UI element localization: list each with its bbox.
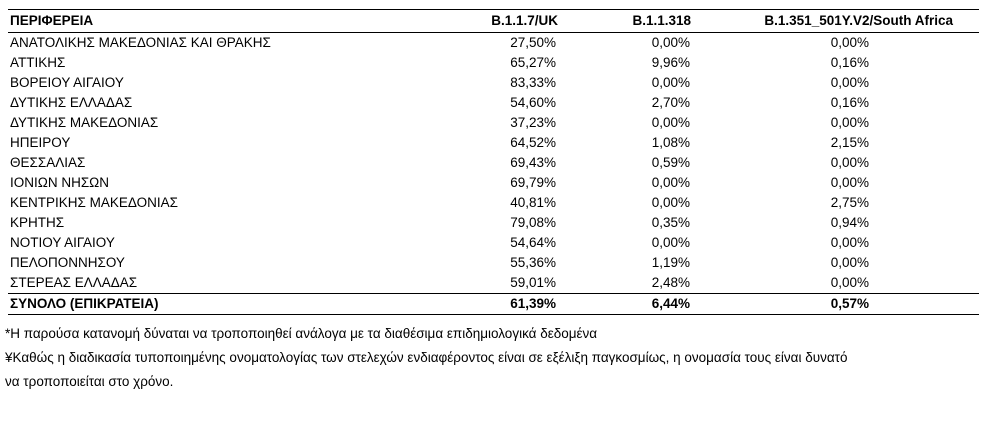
- total-label: ΣΥΝΟΛΟ (ΕΠΙΚΡΑΤΕΙΑ): [10, 296, 159, 311]
- sa-value-cell: 0,00%: [830, 255, 869, 270]
- region-cell: ΗΠΕΙΡΟΥ: [10, 135, 71, 150]
- uk-value-cell: 79,08%: [510, 215, 556, 230]
- table-row: [8, 253, 979, 273]
- region-cell: ΚΕΝΤΡΙΚΗΣ ΜΑΚΕΔΟΝΙΑΣ: [10, 195, 178, 210]
- region-cell: ΠΕΛΟΠΟΝΝΗΣΟΥ: [10, 255, 125, 270]
- sa-value-cell: 0,00%: [830, 155, 869, 170]
- header-b1-1-318-variant: B.1.1.318: [632, 13, 691, 28]
- uk-value-cell: 69,43%: [510, 155, 556, 170]
- region-cell: ΔΥΤΙΚΗΣ ΜΑΚΕΔΟΝΙΑΣ: [10, 115, 159, 130]
- b318-value-cell: 0,00%: [651, 175, 690, 190]
- region-cell: ΝΟΤΙΟΥ ΑΙΓΑΙΟΥ: [10, 235, 115, 250]
- sa-value-cell: 0,00%: [830, 115, 869, 130]
- total-sa-value: 0,57%: [830, 296, 869, 311]
- b318-value-cell: 0,00%: [651, 195, 690, 210]
- region-cell: ΒΟΡΕΙΟΥ ΑΙΓΑΙΟΥ: [10, 75, 124, 90]
- footnote-distribution: *Η παρούσα κατανομή δύναται να τροποποιηθεί ανάλογα με τα διαθέσιμα επιδημιολογικά δεδομένα: [5, 326, 598, 341]
- table-row: [8, 173, 979, 193]
- b318-value-cell: 1,19%: [651, 255, 690, 270]
- uk-value-cell: 54,60%: [510, 95, 556, 110]
- footnotes: [5, 322, 995, 394]
- table-row: [8, 233, 979, 253]
- sa-value-cell: 0,00%: [830, 75, 869, 90]
- table-body: [8, 33, 979, 294]
- variant-distribution-table: [8, 9, 979, 315]
- total-row: [8, 294, 979, 315]
- table-row: [8, 133, 979, 153]
- sa-value-cell: 2,75%: [830, 195, 869, 210]
- b318-value-cell: 9,96%: [651, 55, 690, 70]
- variant-distribution-table-container: [8, 9, 979, 315]
- region-cell: ΚΡΗΤΗΣ: [10, 215, 65, 230]
- table-row: [8, 113, 979, 133]
- uk-value-cell: 65,27%: [510, 55, 556, 70]
- header-south-africa-variant: B.1.351_501Y.V2/South Africa: [764, 13, 953, 28]
- b318-value-cell: 0,00%: [651, 35, 690, 50]
- sa-value-cell: 0,16%: [830, 55, 869, 70]
- table-header-row: [8, 10, 979, 33]
- b318-value-cell: 0,00%: [651, 115, 690, 130]
- table-row: [8, 273, 979, 294]
- sa-value-cell: 0,00%: [830, 175, 869, 190]
- footnote-nomenclature-continued: να τροποποιείται στο χρόνο.: [5, 374, 174, 389]
- uk-value-cell: 40,81%: [510, 195, 556, 210]
- table-row: [8, 53, 979, 73]
- region-cell: ΣΤΕΡΕΑΣ ΕΛΛΑΔΑΣ: [10, 275, 138, 290]
- table-row: [8, 73, 979, 93]
- uk-value-cell: 69,79%: [510, 175, 556, 190]
- sa-value-cell: 2,15%: [830, 135, 869, 150]
- header-uk-variant: B.1.1.7/UK: [491, 13, 558, 28]
- b318-value-cell: 2,48%: [651, 275, 690, 290]
- b318-value-cell: 1,08%: [651, 135, 690, 150]
- sa-value-cell: 0,16%: [830, 95, 869, 110]
- header-region: ΠΕΡΙΦΕΡΕΙΑ: [10, 13, 94, 28]
- region-cell: ΙΟΝΙΩΝ ΝΗΣΩΝ: [10, 175, 110, 190]
- total-uk-value: 61,39%: [510, 296, 556, 311]
- region-cell: ΔΥΤΙΚΗΣ ΕΛΛΑΔΑΣ: [10, 95, 133, 110]
- b318-value-cell: 0,35%: [651, 215, 690, 230]
- b318-value-cell: 0,59%: [651, 155, 690, 170]
- b318-value-cell: 0,00%: [651, 75, 690, 90]
- uk-value-cell: 64,52%: [510, 135, 556, 150]
- table-row: [8, 153, 979, 173]
- table-row: [8, 93, 979, 113]
- sa-value-cell: 0,00%: [830, 235, 869, 250]
- uk-value-cell: 55,36%: [510, 255, 556, 270]
- uk-value-cell: 59,01%: [510, 275, 556, 290]
- uk-value-cell: 27,50%: [510, 35, 556, 50]
- table-row: [8, 33, 979, 54]
- region-cell: ΑΤΤΙΚΗΣ: [10, 55, 66, 70]
- sa-value-cell: 0,94%: [830, 215, 869, 230]
- region-cell: ΘΕΣΣΑΛΙΑΣ: [10, 155, 86, 170]
- uk-value-cell: 37,23%: [510, 115, 556, 130]
- b318-value-cell: 0,00%: [651, 235, 690, 250]
- b318-value-cell: 2,70%: [651, 95, 690, 110]
- table-row: [8, 213, 979, 233]
- footnote-nomenclature: ¥Καθώς η διαδικασία τυποποιημένης ονοματολογίας των στελεχών ενδιαφέροντος είναι σε εξέλιξη παγκοσμίως, η ονομασία τους είναι δυνατό: [5, 350, 848, 365]
- sa-value-cell: 0,00%: [830, 35, 869, 50]
- region-cell: ΑΝΑΤΟΛΙΚΗΣ ΜΑΚΕΔΟΝΙΑΣ ΚΑΙ ΘΡΑΚΗΣ: [10, 35, 271, 50]
- table-row: [8, 193, 979, 213]
- sa-value-cell: 0,00%: [830, 275, 869, 290]
- uk-value-cell: 54,64%: [510, 235, 556, 250]
- total-b318-value: 6,44%: [651, 296, 690, 311]
- uk-value-cell: 83,33%: [510, 75, 556, 90]
